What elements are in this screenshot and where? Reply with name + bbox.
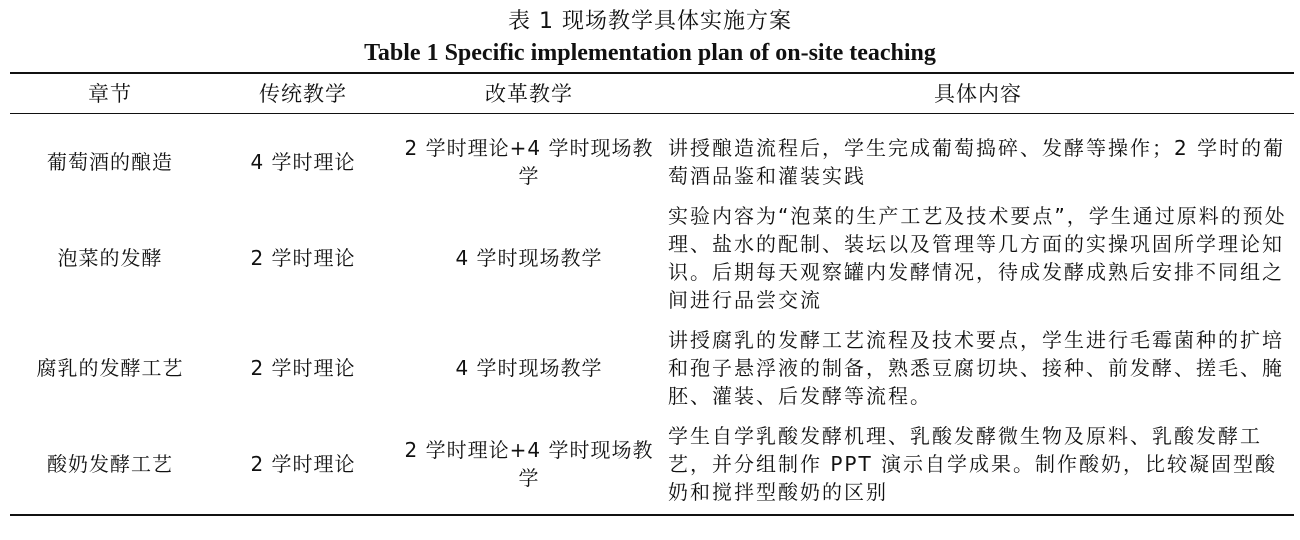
table-row [10, 196, 1294, 320]
cell-traditional: 2 学时理论 [250, 355, 356, 380]
table-row [10, 320, 1294, 416]
cell-chapter: 腐乳的发酵工艺 [36, 355, 184, 380]
cell-content: 学生自学乳酸发酵机理、乳酸发酵微生物及原料、乳酸发酵工艺，并分组制作 PPT 演示自学成果。制作酸奶，比较凝固型酸奶和搅拌型酸奶的区别 [662, 416, 1294, 515]
header-traditional: 传统教学 [210, 73, 396, 113]
table-header-row [10, 73, 1294, 113]
cell-chapter: 酸奶发酵工艺 [10, 416, 210, 515]
cell-content: 实验内容为“泡菜的生产工艺及技术要点”，学生通过原料的预处理、盐水的配制、装坛以及管理等几方面的实操巩固所学理论知识。后期每天观察罐内发酵情况，待成发酵成熟后安排不同组之间进行品尝交流 [668, 203, 1287, 312]
cell-traditional: 4 学时理论 [250, 149, 356, 174]
cell-reform: 2 学时理论+4 学时现场教学 [396, 416, 662, 515]
cell-traditional: 2 学时理论 [250, 245, 356, 270]
cell-content: 讲授腐乳的发酵工艺流程及技术要点，学生进行毛霉菌种的扩培和孢子悬浮液的制备，熟悉豆腐切块、接种、前发酵、搓毛、腌胚、灌装、后发酵等流程。 [668, 327, 1284, 408]
cell-reform: 4 学时现场教学 [455, 355, 603, 380]
table-caption-en: Table 1 Specific implementation plan of on-site teaching [364, 40, 936, 66]
cell-chapter: 泡菜的发酵 [57, 245, 163, 270]
cell-reform: 4 学时现场教学 [455, 245, 603, 270]
implementation-plan-table [10, 72, 1294, 516]
cell-traditional: 2 学时理论 [210, 416, 396, 515]
header-content: 具体内容 [662, 73, 1294, 113]
cell-content: 讲授酿造流程后，学生完成葡萄捣碎、发酵等操作；2 学时的葡萄酒品鉴和灌装实践 [668, 135, 1286, 188]
table-caption-cn: 表 1 现场教学具体实施方案 [508, 9, 792, 34]
cell-chapter: 葡萄酒的酿造 [47, 149, 173, 174]
table-row [10, 416, 1294, 515]
table-row [10, 113, 1294, 196]
header-chapter: 章节 [10, 73, 210, 113]
cell-reform: 2 学时理论+4 学时现场教学 [404, 135, 654, 188]
header-reform: 改革教学 [396, 73, 662, 113]
